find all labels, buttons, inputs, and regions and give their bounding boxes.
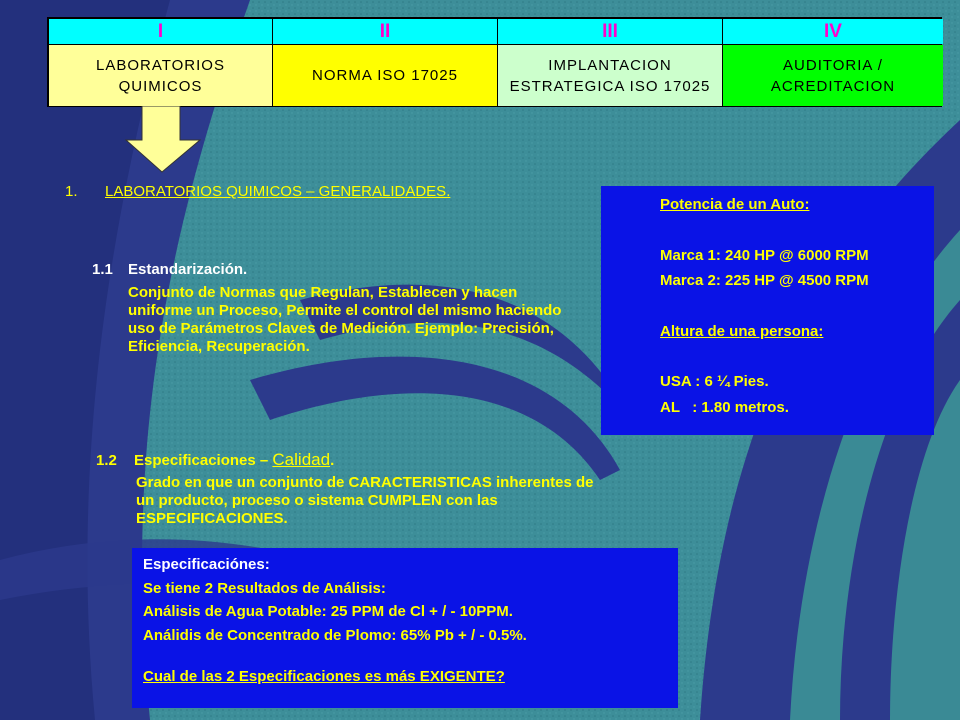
auto-power-box bbox=[601, 186, 934, 435]
spec-box-question: Cual de las 2 Especificaciones es más EXIGENTE? bbox=[143, 668, 505, 685]
spec-box-line-3: Análidis de Concentrado de Plomo: 65% Pb + / - 0.5%. bbox=[143, 626, 527, 644]
phase-table bbox=[47, 17, 942, 107]
arrow-down-icon bbox=[124, 106, 204, 174]
section-1-2-number: 1.2 bbox=[96, 452, 117, 469]
section-1-title: LABORATORIOS QUIMICOS – GENERALIDADES. bbox=[105, 183, 451, 200]
spec-box-title: Especificaciónes: bbox=[143, 556, 270, 573]
phase-header-1: I bbox=[49, 19, 272, 44]
phase-header-4: IV bbox=[723, 19, 943, 44]
auto-box-line-2: Marca 2: 225 HP @ 4500 RPM bbox=[660, 272, 869, 289]
specifications-box bbox=[132, 548, 678, 708]
section-1-2-title-prefix: Especificaciones – bbox=[134, 452, 273, 469]
auto-box-line-4: AL : 1.80 metros. bbox=[660, 398, 789, 416]
phase-cell-auditoria: AUDITORIA / ACREDITACION bbox=[723, 45, 943, 106]
phase-header-3: III bbox=[498, 19, 722, 44]
section-1-1-number: 1.1 bbox=[92, 261, 113, 278]
spec-box-line-2: Análisis de Agua Potable: 25 PPM de Cl + / - 10PPM. bbox=[143, 603, 513, 620]
phase-cell-norma: NORMA ISO 17025 bbox=[273, 45, 497, 106]
phase-cell-implantacion: IMPLANTACION ESTRATEGICA ISO 17025 bbox=[498, 45, 722, 106]
phase-cell-laboratorios: LABORATORIOS QUIMICOS bbox=[49, 45, 272, 106]
spec-box-line-1: Se tiene 2 Resultados de Análisis: bbox=[143, 579, 386, 597]
phase-header-2: II bbox=[273, 19, 497, 44]
auto-box-title-2: Altura de una persona: bbox=[660, 322, 824, 340]
section-1-2-heading bbox=[96, 450, 334, 470]
auto-box-line-1: Marca 1: 240 HP @ 6000 RPM bbox=[660, 246, 869, 264]
auto-box-title: Potencia de un Auto: bbox=[660, 196, 810, 213]
section-1-number: 1. bbox=[65, 183, 78, 200]
section-1-1-heading bbox=[92, 261, 247, 278]
section-1-heading bbox=[65, 183, 450, 200]
section-1-2-body: Grado en que un conjunto de CARACTERISTICAS inherentes de un producto, proceso o sistema CUMPLEN con las ESPECIFICACIONES. bbox=[136, 474, 594, 527]
section-1-2-title-suffix: . bbox=[330, 452, 335, 469]
calidad-link[interactable]: Calidad bbox=[272, 450, 331, 469]
auto-box-line-3: USA : 6 ¼ Pies. bbox=[660, 373, 769, 390]
section-1-1-title: Estandarización. bbox=[128, 261, 248, 278]
section-1-1-body: Conjunto de Normas que Regulan, Establecen y hacen uniforme un Proceso, Permite el control del mismo haciendo uso de Parámetros Claves de Medición. Ejemplo: Precisión, Eficiencia, Recuperación. bbox=[128, 284, 562, 355]
